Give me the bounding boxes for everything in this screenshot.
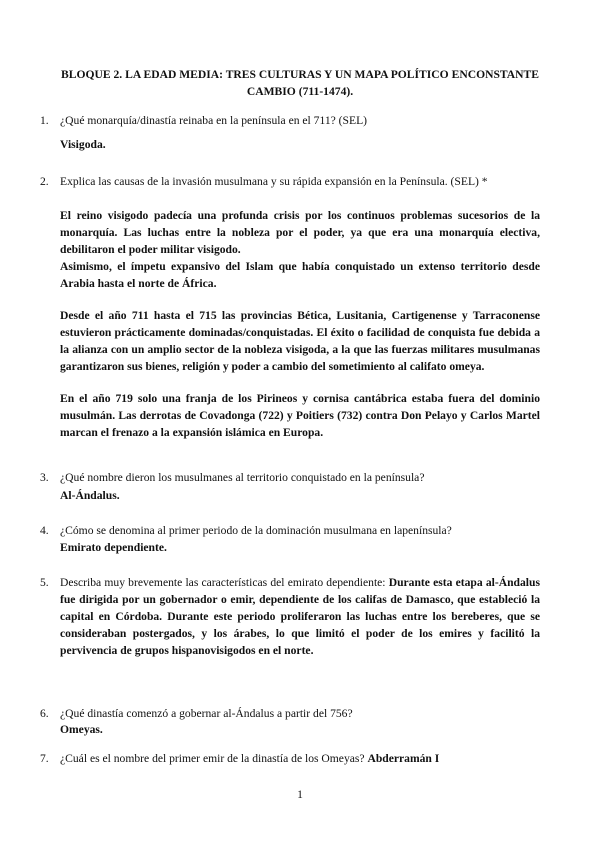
question-5-body bbox=[60, 574, 540, 659]
question-7-body bbox=[60, 750, 540, 767]
question-text: ¿Qué monarquía/dinastía reinaba en la península en el 711? (SEL) bbox=[60, 114, 368, 127]
question-number: 2. bbox=[40, 175, 49, 188]
answer-7: Abderramán I bbox=[367, 752, 440, 765]
question-4 bbox=[40, 522, 540, 539]
question-2 bbox=[40, 173, 540, 190]
answer-paragraph: En el año 719 solo una franja de los Pirineos y cornisa cantábrica estaba fuera del dominio musulmán. Las derrotas de Covadonga (722) y Poitiers (732) contra Don Pelayo y Carlos Martel marcan el frenazo a la expansión islámica en Europa. bbox=[60, 392, 540, 439]
answer-4: Emirato dependiente. bbox=[60, 541, 167, 554]
answer-paragraph: Desde el año 711 hasta el 715 las provincias Bética, Lusitania, Cartigenense y Tarraconense estuvieron prácticamente dominadas/conquistadas. El éxito o facilidad de conquista fue debida a la alianza con un amplio sector de la nobleza visigoda, a la que las fuerzas militares musulmanas garantizaron sus bienes, religión y poder a cambio del sometimiento al califato omeya. bbox=[60, 309, 540, 373]
document-title: BLOQUE 2. LA EDAD MEDIA: TRES CULTURAS Y UN MAPA POLÍTICO ENCONSTANTE CAMBIO (711-1474). bbox=[61, 68, 539, 98]
question-1 bbox=[40, 112, 540, 129]
question-text: ¿Qué nombre dieron los musulmanes al territorio conquistado en la península? bbox=[60, 471, 425, 484]
question-number: 5. bbox=[40, 576, 49, 589]
question-number: 3. bbox=[40, 471, 49, 484]
question-text: Describa muy brevemente las características del emirato dependiente: bbox=[60, 576, 386, 589]
question-6 bbox=[40, 705, 540, 722]
answer-paragraph: Asimismo, el ímpetu expansivo del Islam que había conquistado un extenso territorio desde Arabia hasta el norte de África. bbox=[60, 260, 540, 290]
question-text: Explica las causas de la invasión musulmana y su rápida expansión en la Península. (SEL) * bbox=[60, 175, 488, 188]
page-number: 1 bbox=[297, 788, 303, 801]
question-number: 4. bbox=[40, 524, 49, 537]
answer-6: Omeyas. bbox=[60, 723, 103, 736]
question-7 bbox=[40, 750, 540, 767]
answer-2 bbox=[60, 207, 540, 441]
question-number: 1. bbox=[40, 114, 49, 127]
question-5 bbox=[40, 574, 540, 659]
question-text: ¿Cómo se denomina al primer periodo de la dominación musulmana en lapenínsula? bbox=[60, 524, 452, 537]
answer-paragraph: El reino visigodo padecía una profunda crisis por los continuos problemas sucesorios de la monarquía. Las luchas entre la nobleza por el poder, ya que era una monarquía electiva, debilitaron el poder militar visigodo. bbox=[60, 209, 540, 256]
question-3 bbox=[40, 469, 540, 486]
question-text: ¿Qué dinastía comenzó a gobernar al-Ándalus a partir del 756? bbox=[60, 707, 353, 720]
question-number: 7. bbox=[40, 752, 49, 765]
question-text: ¿Cuál es el nombre del primer emir de la dinastía de los Omeyas? bbox=[60, 752, 365, 765]
answer-5: Durante esta etapa al-Ándalus fue dirigida por un gobernador o emir, dependiente de los califas de Damasco, que estableció la capital en Córdoba. Durante este periodo proliferaron las luchas entre los bereberes, que se consideraban postergados, y los árabes, lo que limitó el poder de los emires y facilitó la pervivencia de grupos hispanovisigodos en el norte. bbox=[60, 576, 540, 657]
answer-3: Al-Ándalus. bbox=[60, 489, 120, 502]
question-number: 6. bbox=[40, 707, 49, 720]
answer-1: Visigoda. bbox=[60, 138, 106, 151]
